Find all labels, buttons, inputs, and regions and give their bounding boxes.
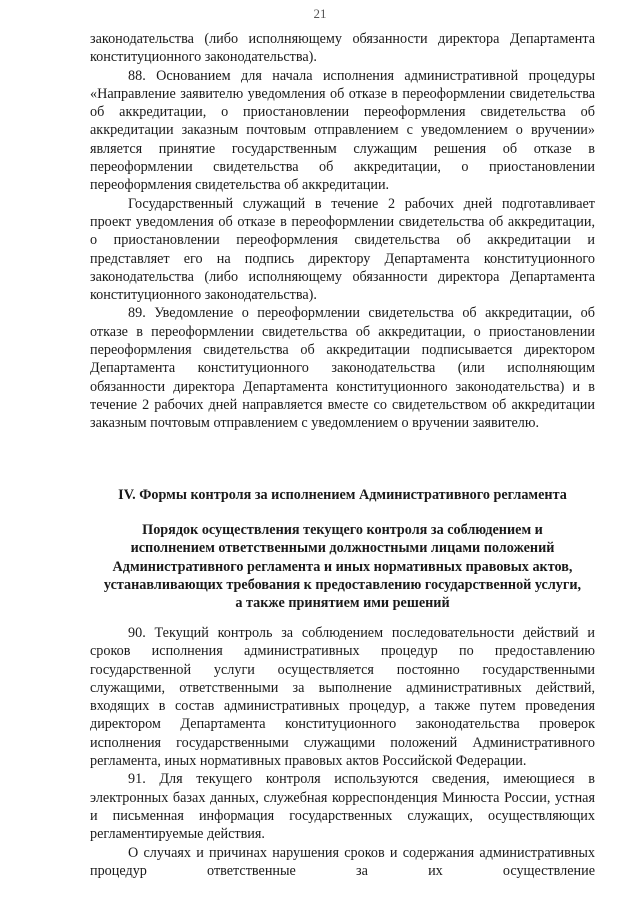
page-number: 21 bbox=[313, 6, 327, 21]
subsection-title: Порядок осуществления текущего контроля за соблюдением и исполнением ответственными должностными лицами положений Административного регламента и иных нормативных правовых актов, устанавливающих требования к предоставлению государственной услуги, а также принятием ими решений bbox=[103, 522, 582, 612]
paragraph-91: 91. Для текущего контроля используются сведения, имеющиеся в электронных базах данных, служебная корреспонденция Минюста России, устная и письменная информация государственных служащих, осуществляющих регламентируемые действия. bbox=[90, 771, 595, 843]
paragraph-91-cont: О случаях и причинах нарушения сроков и содержания административных процедур ответственные за их осуществление bbox=[90, 844, 595, 879]
paragraph-90: 90. Текущий контроль за соблюдением последовательности действий и сроков исполнения административных процедур по предоставлению государственной услуги осуществляется постоянно государственными служащими, ответственными за выполнение административных действий, входящих в состав административных процедур, а также путем проведения директором Департамента конституционного законодательства проверок исполнения государственными служащими положений Административного регламента, иных нормативных правовых актов Российской Федерации. bbox=[90, 625, 595, 770]
paragraph-continuation: законодательства (либо исполняющему обязанности директора Департамента конституционного законодательства). bbox=[90, 31, 595, 66]
paragraph-88-cont: Государственный служащий в течение 2 рабочих дней подготавливает проект уведомления об отказе в переоформлении свидетельства об аккредитации, о приостановлении переоформления свидетельства об аккредитации и представляет его на подпись директору Департамента конституционного законодательства (либо исполняющему обязанности директора Департамента конституционного законодательства). bbox=[90, 195, 595, 304]
section-title: IV. Формы контроля за исполнением Административного регламента bbox=[118, 487, 567, 503]
text-block-top bbox=[90, 30, 595, 433]
text-block-bottom bbox=[90, 624, 595, 880]
paragraph-89: 89. Уведомление о переоформлении свидетельства об аккредитации, об отказе в переоформлении свидетельства об аккредитации, о приостановлении переоформления свидетельства об аккредитации подписывается директором Департамента конституционного законодательства (или исполняющим обязанности директора Департамента конституционного законодательства) и в течение 2 рабочих дней направляется вместе со свидетельством об аккредитации заказным почтовым отправлением с уведомлением о вручении заявителю. bbox=[90, 305, 595, 432]
paragraph-88: 88. Основанием для начала исполнения административной процедуры «Направление заявителю уведомления об отказе в переоформлении свидетельства об аккредитации, о приостановлении переоформления свидетельства об аккредитации заказным почтовым отправлением с уведомлением о вручении» является принятие государственным служащим решения об отказе в переоформлении свидетельства об аккредитации, о приостановлении переоформления свидетельства об аккредитации. bbox=[90, 67, 595, 194]
